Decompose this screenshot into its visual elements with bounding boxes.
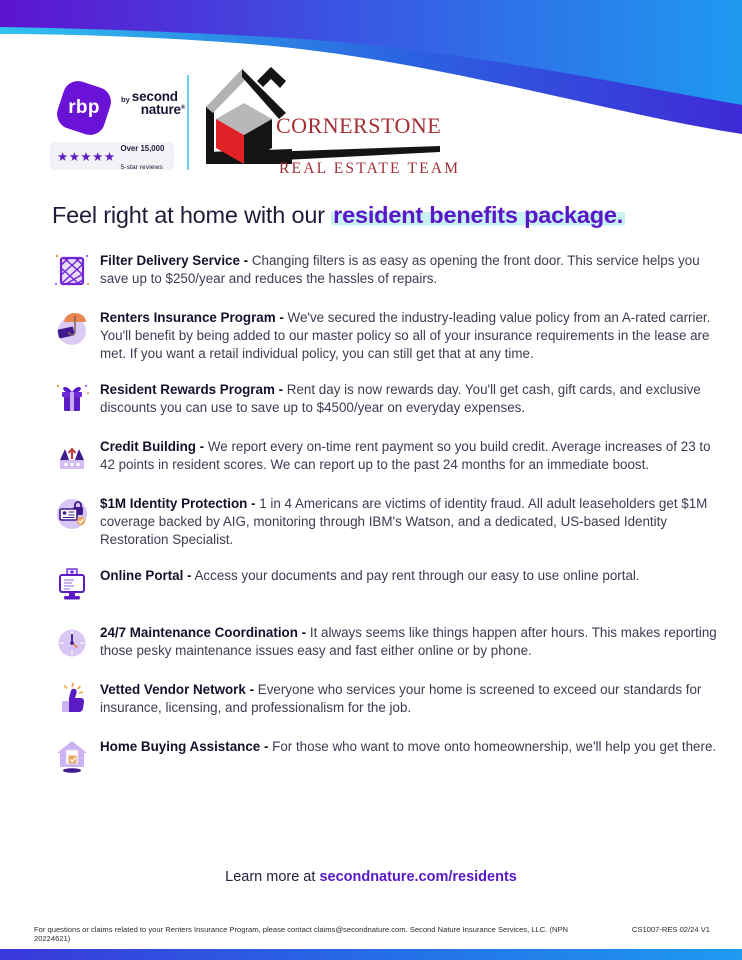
benefit-item-filter-delivery — [52, 251, 720, 291]
insurance-disclaimer: For questions or claims related to your Renters Insurance Program, please contact claims@secondnature.com. Second Nature Insurance Services, LLC. (NPN 20224621) — [34, 925, 569, 943]
umbrella-insurance-icon — [52, 308, 92, 348]
benefit-title: Resident Rewards Program - — [100, 382, 284, 397]
home-check-icon — [52, 737, 92, 777]
benefit-description: For those who want to move onto homeownership, we'll help you get there. — [272, 739, 717, 754]
identity-protection-icon — [52, 494, 92, 534]
benefit-item-renters-insurance — [52, 308, 720, 363]
benefit-item-online-portal — [52, 566, 720, 606]
document-code: CS1007-RES 02/24 V1 — [631, 925, 710, 934]
learn-more-link[interactable]: secondnature.com/residents — [319, 869, 517, 885]
fine-print-row — [34, 925, 710, 943]
benefit-text — [100, 251, 718, 288]
page-title — [52, 202, 712, 229]
benefit-title: Online Portal - — [100, 568, 192, 583]
five-stars-icon: ★★★★★ — [57, 149, 116, 164]
benefit-description: Access your documents and pay rent through our easy to use online portal. — [194, 568, 640, 583]
second-nature-name: second nature® — [131, 89, 186, 117]
benefit-text — [100, 680, 718, 717]
bottom-accent-bar — [0, 949, 742, 960]
registered-mark: ® — [180, 104, 186, 111]
reviews-text: Over 15,000 5-star reviews — [120, 143, 165, 171]
benefit-description: 1 in 4 Americans are victims of identity fraud. All adult leaseholders get $1M coverage backed by AIG, monitoring through IBM's Watson, and a dedicated, US-based Identity Restoration Specialist. — [100, 496, 708, 547]
benefit-item-credit-building — [52, 437, 720, 477]
gift-box-icon — [52, 380, 92, 420]
benefit-description: We've secured the industry-leading value policy from an A-rated carrier. You'll benefit by being added to our master policy so all of your insurance requirements in the lease are met. If you want a retail individual policy, you can still get that at any time. — [100, 310, 711, 361]
benefit-title: Renters Insurance Program - — [100, 310, 284, 325]
benefit-description: Rent day is now rewards day. You'll get cash, gift cards, and exclusive discounts you can use to save up to $4500/year on everyday expenses. — [100, 382, 701, 415]
benefit-description: Everyone who services your home is screened to exceed our standards for insurance, licensing, and professionalism for the job. — [100, 682, 702, 715]
benefit-description: Changing filters is as easy as opening the front door. This service helps you save up to $250/year and reduces the hassles of repairs. — [100, 253, 700, 286]
clock-icon — [52, 623, 92, 663]
benefit-title: $1M Identity Protection - — [100, 496, 256, 511]
benefit-text — [100, 437, 718, 474]
by-label: by — [121, 95, 130, 104]
credit-building-icon — [52, 437, 92, 477]
benefit-title: 24/7 Maintenance Coordination - — [100, 625, 307, 640]
learn-more-line — [0, 869, 742, 885]
benefit-title: Vetted Vendor Network - — [100, 682, 255, 697]
benefit-item-identity-protection — [52, 494, 720, 549]
benefit-text — [100, 380, 718, 417]
benefit-text — [100, 566, 718, 585]
benefit-description: We report every on-time rent payment so you build credit. Average increases of 23 to 42 points in resident scores. We can report up to the past 24 months for an immediate boost. — [100, 439, 711, 472]
benefit-title: Filter Delivery Service - — [100, 253, 249, 268]
benefit-item-home-buying — [52, 737, 720, 777]
benefit-item-resident-rewards — [52, 380, 720, 420]
rbp-logo-text: rbp — [68, 97, 100, 118]
benefit-title: Home Buying Assistance - — [100, 739, 269, 754]
second-nature-wordmark — [121, 89, 186, 117]
air-filter-icon — [52, 251, 92, 291]
benefit-description: It always seems like things happen after hours. This makes reporting those pesky maintenance issues easy and fast either online or by phone. — [100, 625, 717, 658]
benefit-text — [100, 737, 718, 756]
benefit-title: Credit Building - — [100, 439, 205, 454]
thumbs-up-icon — [52, 680, 92, 720]
benefit-text — [100, 308, 718, 363]
benefits-list — [52, 251, 720, 794]
cornerstone-subtitle: REAL ESTATE TEAM — [279, 160, 461, 177]
header-divider — [187, 75, 189, 170]
reviews-badge — [50, 142, 174, 170]
benefit-text — [100, 623, 718, 660]
cornerstone-name: CORNERSTONE — [276, 113, 442, 138]
title-highlight: resident benefits package. — [333, 202, 624, 228]
benefit-item-maintenance — [52, 623, 720, 663]
title-prefix: Feel right at home with our — [52, 202, 332, 228]
benefit-text — [100, 494, 718, 549]
online-portal-icon — [52, 566, 92, 606]
learn-more-prefix: Learn more at — [225, 869, 320, 885]
benefit-item-vendor-network — [52, 680, 720, 720]
